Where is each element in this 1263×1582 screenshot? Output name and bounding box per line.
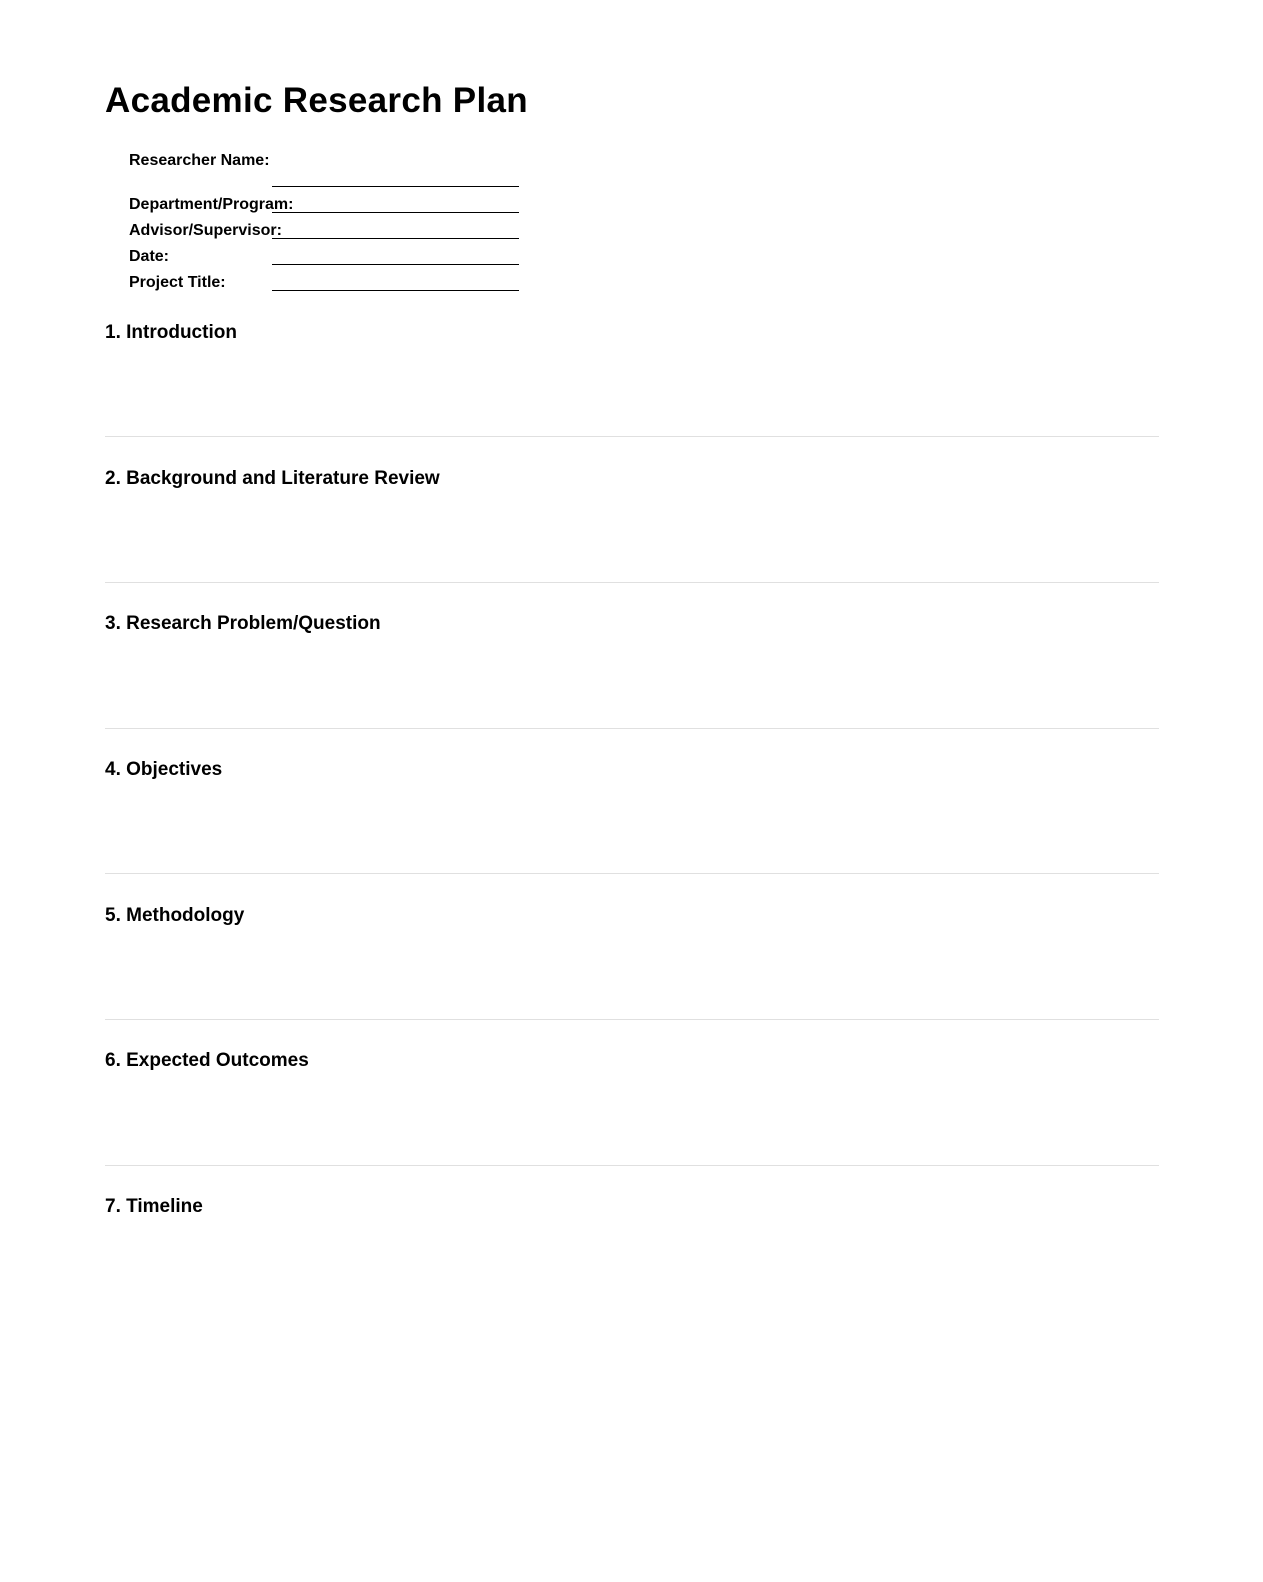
field-advisor-supervisor bbox=[129, 222, 529, 240]
section-heading: 4. Objectives bbox=[105, 759, 223, 780]
section-heading: 5. Methodology bbox=[105, 905, 245, 926]
section-introduction bbox=[105, 322, 1159, 344]
section-heading: 6. Expected Outcomes bbox=[105, 1050, 309, 1071]
section-background bbox=[105, 468, 1159, 490]
field-label: Advisor/Supervisor: bbox=[129, 222, 282, 239]
divider bbox=[105, 728, 1159, 729]
researcher-name-input[interactable] bbox=[272, 186, 519, 187]
divider bbox=[105, 1165, 1159, 1166]
date-input[interactable] bbox=[272, 264, 519, 265]
field-project-title bbox=[129, 274, 529, 292]
divider bbox=[105, 873, 1159, 874]
section-research-problem bbox=[105, 613, 1159, 635]
section-heading: 3. Research Problem/Question bbox=[105, 613, 381, 634]
divider bbox=[105, 582, 1159, 583]
field-department-program bbox=[129, 196, 529, 214]
department-program-input[interactable] bbox=[272, 212, 519, 213]
section-heading: 1. Introduction bbox=[105, 322, 237, 343]
field-researcher-name bbox=[129, 152, 529, 188]
page-title: Academic Research Plan bbox=[105, 81, 528, 120]
field-label: Date: bbox=[129, 248, 170, 265]
field-label: Department/Program: bbox=[129, 196, 294, 213]
section-objectives bbox=[105, 759, 1159, 781]
field-label: Project Title: bbox=[129, 274, 226, 291]
divider bbox=[105, 1019, 1159, 1020]
section-timeline bbox=[105, 1196, 1159, 1218]
field-date bbox=[129, 248, 529, 266]
section-expected-outcomes bbox=[105, 1050, 1159, 1072]
section-methodology bbox=[105, 905, 1159, 927]
divider bbox=[105, 436, 1159, 437]
advisor-supervisor-input[interactable] bbox=[272, 238, 519, 239]
section-heading: 7. Timeline bbox=[105, 1196, 203, 1217]
field-label: Researcher Name: bbox=[129, 152, 270, 169]
section-heading: 2. Background and Literature Review bbox=[105, 468, 440, 489]
project-title-input[interactable] bbox=[272, 290, 519, 291]
